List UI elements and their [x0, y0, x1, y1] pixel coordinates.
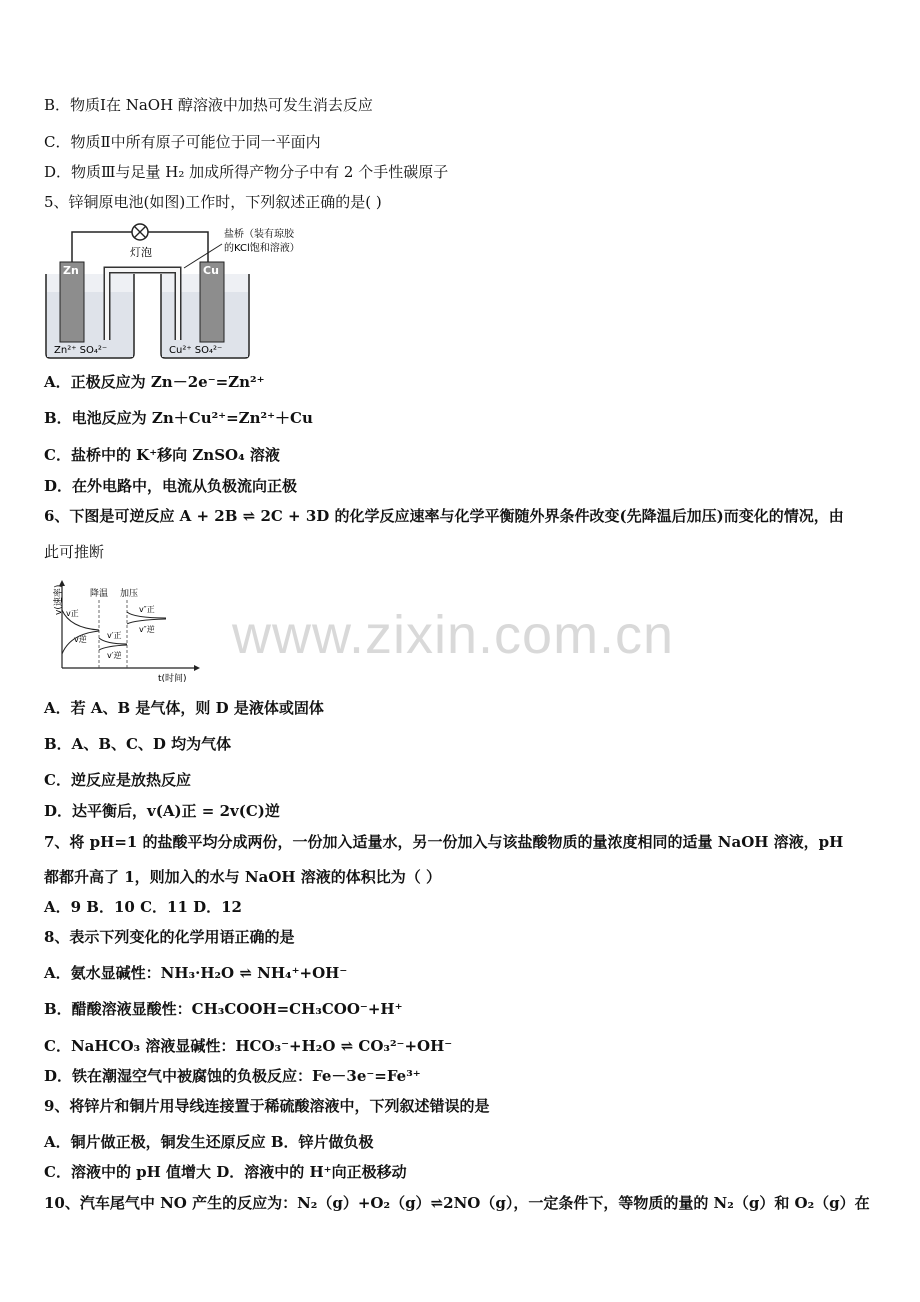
- x-axis-label: t(时间): [158, 674, 187, 684]
- pressure-label: 加压: [120, 589, 139, 599]
- watermark: www.zixin.com.cn: [232, 605, 675, 665]
- v-forward-1-label: v′正: [107, 631, 122, 640]
- q7-stem-2: 都都升高了 1，则加入的水与 NaOH 溶液的体积比为（ ）: [44, 868, 441, 886]
- q7-options: A．9 B．10 C．11 D．12: [44, 898, 242, 916]
- q5-option-b: B．电池反应为 Zn＋Cu²⁺=Zn²⁺＋Cu: [44, 409, 313, 427]
- q4-option-b: B．物质Ⅰ在 NaOH 醇溶液中加热可发生消去反应: [44, 96, 373, 114]
- rate-time-figure: [44, 578, 204, 686]
- q9-stem: 9、将锌片和铜片用导线连接置于稀硫酸溶液中，下列叙述错误的是: [44, 1097, 490, 1115]
- v-reverse-1-label: v′逆: [107, 651, 122, 660]
- q6-stem-1: 6、下图是可逆反应 A + 2B ⇌ 2C + 3D 的化学反应速率与化学平衡随外界条件改变(先降温后加压)而变化的情况，由: [44, 507, 844, 525]
- q7-stem-1: 7、将 pH=1 的盐酸平均分成两份，一份加入适量水，另一份加入与该盐酸物质的量浓度相同的适量 NaOH 溶液，pH: [44, 833, 844, 851]
- galvanic-cell-figure: [44, 222, 389, 362]
- q6-option-c: C．逆反应是放热反应: [44, 771, 191, 789]
- zn-electrode-label: Zn: [63, 264, 79, 277]
- bridge-label-2: 的KCl饱和溶液）: [224, 243, 300, 254]
- q8-option-b: B．醋酸溶液显酸性：CH₃COOH=CH₃COO⁻+H⁺: [44, 1000, 403, 1018]
- q8-option-d: D．铁在潮湿空气中被腐蚀的负极反应：Fe－3e⁻=Fe³⁺: [44, 1067, 421, 1085]
- v-forward-label: v正: [66, 609, 79, 618]
- v-forward-2-label: v″正: [139, 605, 155, 614]
- right-ions-label: Cu²⁺ SO₄²⁻: [169, 345, 223, 356]
- q6-option-d: D．达平衡后，v(A)正 = 2v(C)逆: [44, 802, 280, 820]
- y-axis-label: v(速率): [54, 584, 64, 615]
- lamp-label: 灯泡: [130, 246, 152, 259]
- q8-option-c: C．NaHCO₃ 溶液显碱性：HCO₃⁻+H₂O ⇌ CO₃²⁻+OH⁻: [44, 1037, 453, 1055]
- q6-stem-2: 此可推断: [44, 543, 105, 561]
- q9-options-cd: C．溶液中的 pH 值增大 D．溶液中的 H⁺向正极移动: [44, 1163, 407, 1181]
- q5-option-c: C．盐桥中的 K⁺移向 ZnSO₄ 溶液: [44, 446, 280, 464]
- q8-option-a: A．氨水显碱性：NH₃·H₂O ⇌ NH₄⁺+OH⁻: [44, 964, 348, 982]
- q8-stem: 8、表示下列变化的化学用语正确的是: [44, 928, 295, 946]
- q5-option-a: A．正极反应为 Zn－2e⁻=Zn²⁺: [44, 373, 265, 391]
- bridge-label-1: 盐桥（装有琼胶: [224, 229, 294, 240]
- q10-stem: 10、汽车尾气中 NO 产生的反应为：N₂（g）+O₂（g）⇌2NO（g），一定条件下，等物质的量的 N₂（g）和 O₂（g）在: [44, 1194, 870, 1212]
- q9-options-ab: A．铜片做正极，铜发生还原反应 B．锌片做负极: [44, 1133, 374, 1151]
- q4-option-d: D．物质Ⅲ与足量 H₂ 加成所得产物分子中有 2 个手性碳原子: [44, 163, 449, 181]
- v-reverse-label: v逆: [74, 635, 87, 644]
- left-ions-label: Zn²⁺ SO₄²⁻: [54, 345, 108, 356]
- q5-stem: 5、锌铜原电池(如图)工作时，下列叙述正确的是( ): [44, 193, 382, 211]
- cooling-label: 降温: [90, 589, 109, 599]
- q6-option-a: A．若 A、B 是气体，则 D 是液体或固体: [44, 699, 324, 717]
- cu-electrode-label: Cu: [203, 264, 219, 277]
- v-reverse-2-label: v″逆: [139, 625, 155, 634]
- q6-option-b: B．A、B、C、D 均为气体: [44, 735, 232, 753]
- q5-option-d: D．在外电路中，电流从负极流向正极: [44, 477, 298, 495]
- q4-option-c: C．物质Ⅱ中所有原子可能位于同一平面内: [44, 133, 321, 151]
